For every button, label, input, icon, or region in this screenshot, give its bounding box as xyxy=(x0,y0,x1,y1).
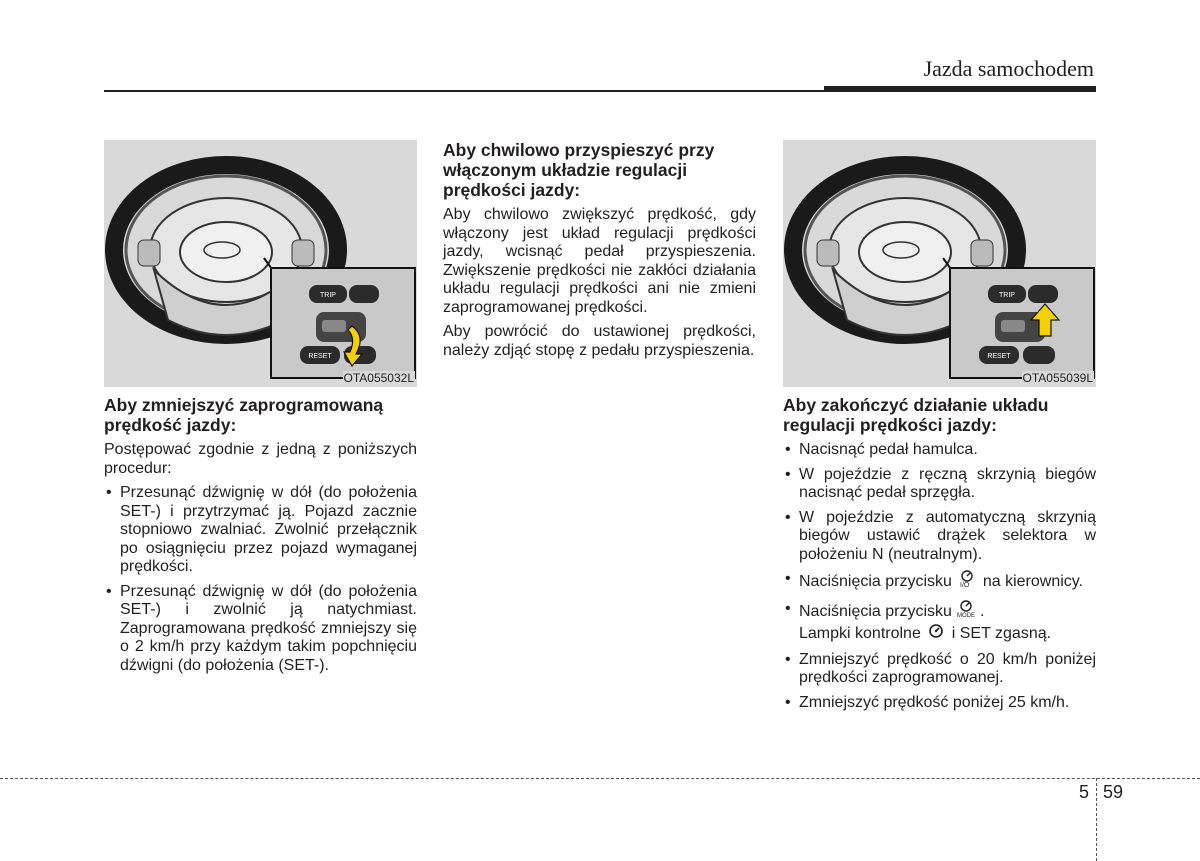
item-text: Naciśnięcia przycisku xyxy=(799,602,952,620)
item-text: . xyxy=(979,602,985,620)
header-rule-accent xyxy=(824,86,1096,92)
header-rule xyxy=(104,90,824,92)
list-item: • Przesunąć dźwignię w dół (do położenia SET-) i przytrzymać ją. Pojazd zacznie stopniowo zwalniać. Zwolnić przełącznik po osiągnięciu przez pojazd wymaganej prędkości. xyxy=(104,484,417,577)
steering-wheel-illustration xyxy=(104,140,417,387)
item-text: Lampki kontrolne xyxy=(799,624,921,642)
figure-code: OTA055039L xyxy=(1022,371,1093,385)
reset-label: RESET xyxy=(308,353,332,360)
cruise-onoff-icon xyxy=(959,570,975,594)
paragraph: Aby chwilowo zwiększyć prędkość, gdy włączony jest układ regulacji prędkości jazdy, wcisnąć pedał przyspieszenia. Zwiększenie prędkości nie zakłóci działania układu regulacji prędkości ani nie zmieni zaprogramowanej prędkości. xyxy=(443,206,756,316)
trip-label: TRIP xyxy=(320,292,336,299)
bullet-list xyxy=(783,441,1096,712)
left-column xyxy=(104,140,417,681)
cruise-indicator-icon xyxy=(928,623,944,645)
footer-dashed-divider xyxy=(1096,778,1097,861)
list-item: • W pojeździe z automatyczną skrzynią biegów ustawić drążek selektora w położeniu N (neutralnym). xyxy=(783,509,1096,565)
steering-wheel-figure-set xyxy=(104,140,417,387)
list-item: • Przesunąć dźwignię w dół (do położenia SET-) i zwolnić ją natychmiast. Zaprogramowana prędkość zmniejszy się o 2 km/h przy każdym takim popchnięciu dźwigni (do położenia (SET-). xyxy=(104,583,417,676)
item-text: Naciśnięcia przycisku xyxy=(799,572,952,590)
mode-label: MODE xyxy=(956,612,975,618)
cruise-mode-icon xyxy=(955,600,977,624)
bullet-list xyxy=(104,484,417,675)
page-number: 59 xyxy=(1103,782,1124,802)
footer-dashed-rule xyxy=(0,778,1200,779)
svg-text:I/O: I/O xyxy=(960,582,970,588)
section-heading: Aby zakończyć działanie układu regulacji prędkości jazdy: xyxy=(783,395,1049,435)
item-text: na kierownicy. xyxy=(982,572,1084,590)
item-text: i SET zgasną. xyxy=(951,624,1052,642)
list-item: • W pojeździe z ręczną skrzynią biegów nacisnąć pedał sprzęgła. xyxy=(783,466,1096,503)
list-item: • Zmniejszyć prędkość o 20 km/h poniżej prędkości zaprogramowanej. xyxy=(783,651,1096,688)
trip-label: TRIP xyxy=(999,292,1015,299)
section-heading: Aby zmniejszyć zaprogramowaną prędkość jazdy: xyxy=(104,395,384,435)
list-item: • Zmniejszyć prędkość poniżej 25 km/h. xyxy=(783,694,1096,713)
list-item: • Nacisnąć pedał hamulca. xyxy=(783,441,1096,460)
reset-label: RESET xyxy=(987,353,1011,360)
list-item xyxy=(783,570,1096,594)
section-heading: Aby chwilowo przyspieszyć przy włączonym układzie regulacji prędkości jazdy: xyxy=(443,140,715,200)
list-item xyxy=(783,600,1096,645)
chapter-number: 5 xyxy=(1079,782,1090,802)
running-header: Jazda samochodem xyxy=(923,56,1094,81)
right-column xyxy=(783,140,1096,718)
steering-wheel-illustration xyxy=(783,140,1096,387)
figure-code: OTA055032L xyxy=(343,371,414,385)
paragraph: Postępować zgodnie z jedną z poniższych procedur: xyxy=(104,441,417,477)
paragraph: Aby powrócić do ustawionej prędkości, należy zdjąć stopę z pedału przyspieszenia. xyxy=(443,323,756,359)
middle-column xyxy=(443,140,756,366)
steering-wheel-figure-cancel xyxy=(783,140,1096,387)
